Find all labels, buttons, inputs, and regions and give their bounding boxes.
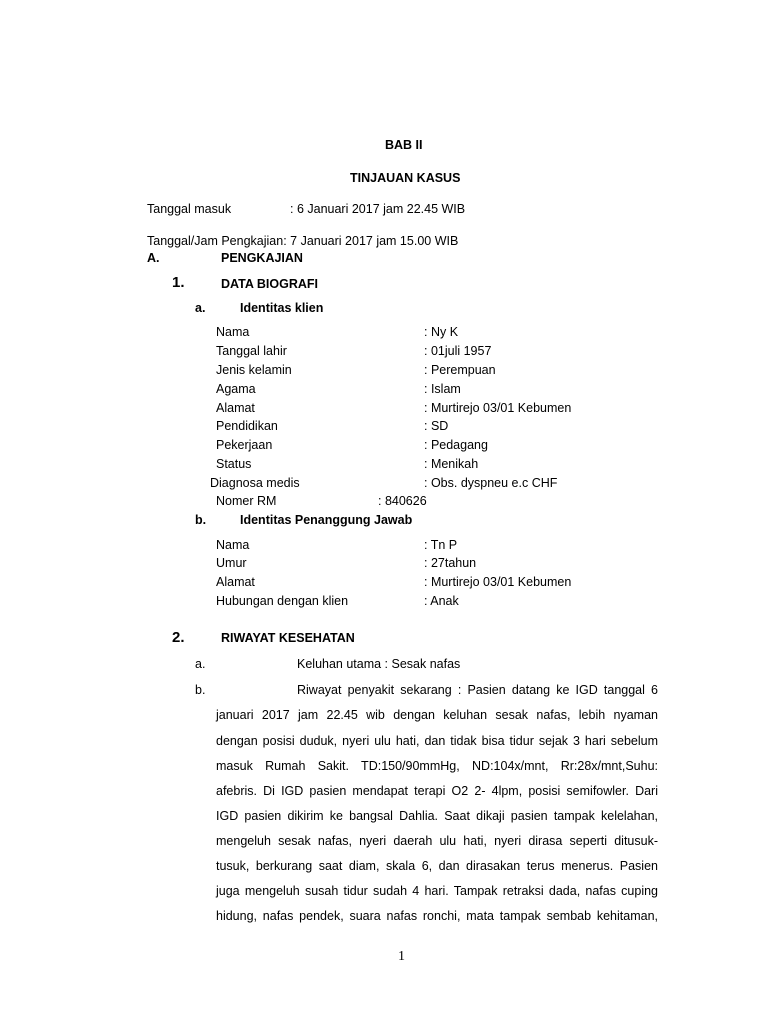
paragraph-line: afebris. Di IGD pasien mendapat terapi O2 2- 4lpm, posisi semifowler. Dari (216, 784, 658, 798)
client-row-label: Alamat (216, 401, 255, 415)
paragraph-line: Riwayat penyakit sekarang : Pasien datang ke IGD tanggal 6 (297, 683, 658, 697)
guardian-row-label: Alamat (216, 575, 255, 589)
client-identity-marker: a. (195, 301, 206, 315)
guardian-row-value: : 27tahun (424, 556, 477, 570)
client-row-label: Status (216, 457, 252, 471)
client-row-label: Agama (216, 382, 256, 396)
client-row-value: : Islam (424, 382, 461, 396)
guardian-identity-marker: b. (195, 513, 207, 527)
client-row-label: Jenis kelamin (216, 363, 292, 377)
health-a-text: Keluhan utama : Sesak nafas (297, 657, 461, 671)
guardian-row-value: : Tn P (424, 538, 458, 552)
client-row-value: : Murtirejo 03/01 Kebumen (424, 401, 572, 415)
page-number: 1 (398, 949, 405, 964)
admission-value: : 6 Januari 2017 jam 22.45 WIB (290, 202, 466, 216)
health-a-marker: a. (195, 657, 206, 671)
guardian-row-value: : Anak (424, 594, 459, 608)
item1-marker: 1. (172, 274, 185, 291)
client-identity-title: Identitas klien (240, 301, 324, 315)
client-row-value: : Pedagang (424, 438, 488, 452)
paragraph-line: januari 2017 jam 22.45 wib dengan keluhan sesak nafas, lebih nyaman (216, 708, 658, 722)
paragraph-line: dengan posisi duduk, nyeri ulu hati, dan tidak bisa tidur sejak 3 hari sebelum (216, 734, 658, 748)
chapter-title: BAB II (385, 138, 423, 152)
item1-title: DATA BIOGRAFI (221, 277, 318, 291)
client-row-label: Pekerjaan (216, 438, 273, 452)
paragraph-line: masuk Rumah Sakit. TD:150/90mmHg, ND:104x/mnt, Rr:28x/mnt,Suhu: (216, 759, 658, 773)
client-row-label: Pendidikan (216, 419, 278, 433)
client-row-label: Nama (216, 325, 250, 339)
guardian-row-label: Umur (216, 556, 247, 570)
admission-label: Tanggal masuk (147, 202, 232, 216)
paragraph-line: hidung, nafas pendek, suara nafas ronchi, mata tampak sembab kehitaman, (216, 909, 658, 923)
section-a-title: PENGKAJIAN (221, 251, 303, 265)
client-row-value: : Perempuan (424, 363, 496, 377)
health-b-marker: b. (195, 683, 206, 697)
section-a-marker: A. (147, 251, 160, 265)
paragraph-line: mengeluh sesak nafas, nyeri daerah ulu hati, nyeri dirasa seperti ditusuk- (216, 834, 658, 848)
paragraph-line: tusuk, berkurang saat diam, skala 6, dan dirasakan terus menerus. Pasien (216, 859, 658, 873)
client-row-label: Diagnosa medis (210, 476, 300, 490)
client-row-value: : SD (424, 419, 449, 433)
guardian-row-value: : Murtirejo 03/01 Kebumen (424, 575, 572, 589)
paragraph-line: IGD pasien dikirim ke bangsal Dahlia. Saat dikaji pasien tampak kelelahan, (216, 809, 658, 823)
client-row-value: : 840626 (378, 494, 427, 508)
client-row-label: Nomer RM (216, 494, 277, 508)
guardian-row-label: Hubungan dengan klien (216, 594, 349, 608)
client-row-value: : Ny K (424, 325, 459, 339)
client-row-value: : Obs. dyspneu e.c CHF (424, 476, 558, 490)
guardian-identity-title: Identitas Penanggung Jawab (240, 513, 413, 527)
client-row-value: : 01juli 1957 (424, 344, 492, 358)
client-row-label: Tanggal lahir (216, 344, 287, 358)
assessment-time: Tanggal/Jam Pengkajian: 7 Januari 2017 jam 15.00 WIB (147, 234, 459, 248)
item2-title: RIWAYAT KESEHATAN (221, 631, 355, 645)
section-subtitle: TINJAUAN KASUS (350, 171, 461, 185)
item2-marker: 2. (172, 629, 185, 646)
guardian-row-label: Nama (216, 538, 250, 552)
client-row-value: : Menikah (424, 457, 479, 471)
paragraph-line: juga mengeluh susah tidur sudah 4 hari. Tampak retraksi dada, nafas cuping (216, 884, 658, 898)
